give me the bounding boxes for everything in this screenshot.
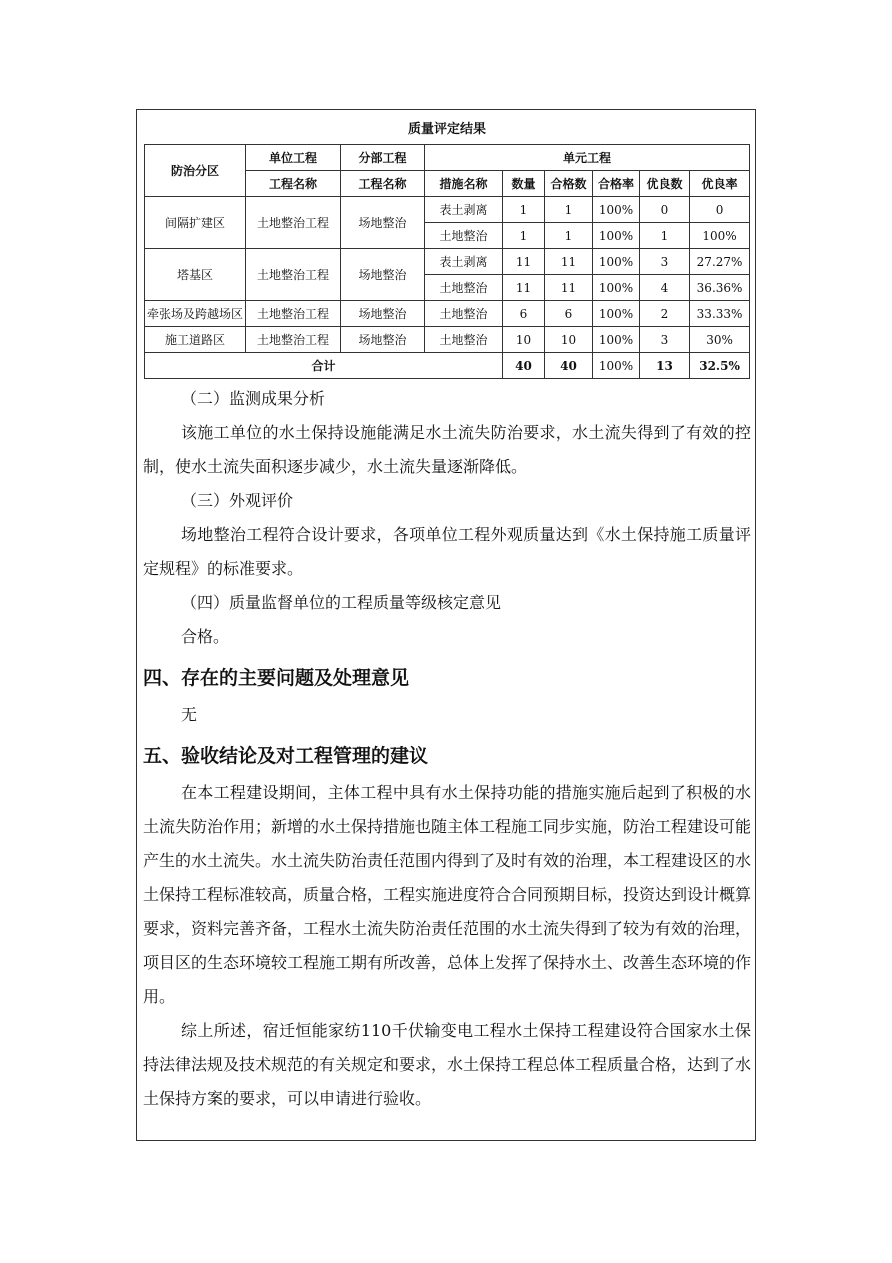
total-qualified: 40 bbox=[545, 353, 593, 379]
cell-qualified: 1 bbox=[545, 223, 593, 249]
header-count: 数量 bbox=[503, 171, 545, 197]
cell-sub: 场地整治 bbox=[341, 249, 425, 301]
cell-excellent: 3 bbox=[640, 327, 690, 353]
cell-qualified: 1 bbox=[545, 197, 593, 223]
cell-region: 塔基区 bbox=[145, 249, 246, 301]
cell-excellent-rate: 0 bbox=[690, 197, 750, 223]
cell-unit: 土地整治工程 bbox=[246, 197, 341, 249]
total-label: 合计 bbox=[145, 353, 503, 379]
problems-paragraph: 无 bbox=[181, 705, 198, 724]
cell-sub: 场地整治 bbox=[341, 301, 425, 327]
cell-pass-rate: 100% bbox=[593, 249, 640, 275]
header-qualified: 合格数 bbox=[545, 171, 593, 197]
cell-pass-rate: 100% bbox=[593, 327, 640, 353]
header-excellent: 优良数 bbox=[640, 171, 690, 197]
header-element-project: 单元工程 bbox=[425, 145, 750, 171]
header-unit-project: 单位工程 bbox=[246, 145, 341, 171]
cell-measure: 土地整治 bbox=[425, 223, 503, 249]
cell-excellent: 1 bbox=[640, 223, 690, 249]
header-project-name: 工程名称 bbox=[246, 171, 341, 197]
cell-measure: 土地整治 bbox=[425, 327, 503, 353]
cell-measure: 土地整治 bbox=[425, 275, 503, 301]
cell-measure: 土地整治 bbox=[425, 301, 503, 327]
cell-region: 间隔扩建区 bbox=[145, 197, 246, 249]
total-excellent: 13 bbox=[640, 353, 690, 379]
cell-count: 1 bbox=[503, 223, 545, 249]
document-body bbox=[143, 382, 751, 1116]
total-row bbox=[145, 353, 750, 379]
cell-count: 11 bbox=[503, 249, 545, 275]
header-pass-rate: 合格率 bbox=[593, 171, 640, 197]
cell-excellent: 2 bbox=[640, 301, 690, 327]
cell-excellent-rate: 33.33% bbox=[690, 301, 750, 327]
cell-excellent: 0 bbox=[640, 197, 690, 223]
table-title: 质量评定结果 bbox=[145, 110, 750, 145]
appearance-paragraph: 场地整治工程符合设计要求，各项单位工程外观质量达到《水土保持施工质量评定规程》的标准要求。 bbox=[143, 525, 751, 578]
supervision-title: （四）质量监督单位的工程质量等级核定意见 bbox=[181, 593, 502, 612]
cell-region: 牵张场及跨越场区 bbox=[145, 301, 246, 327]
conclusion-paragraph-2: 综上所述，宿迁恒能家纺110千伏输变电工程水土保持工程建设符合国家水土保持法律法规及技术规范的有关规定和要求，水土保持工程总体工程质量合格，达到了水土保持方案的要求，可以申请进行验收。 bbox=[143, 1021, 752, 1108]
cell-count: 1 bbox=[503, 197, 545, 223]
monitoring-title: （二）监测成果分析 bbox=[181, 389, 326, 408]
cell-qualified: 11 bbox=[545, 275, 593, 301]
cell-excellent-rate: 100% bbox=[690, 223, 750, 249]
table-row bbox=[145, 301, 750, 327]
table-row bbox=[145, 249, 750, 275]
problems-heading: 四、存在的主要问题及处理意见 bbox=[143, 667, 410, 689]
conclusion-heading: 五、验收结论及对工程管理的建议 bbox=[143, 745, 429, 767]
conclusion-paragraph-1: 在本工程建设期间，主体工程中具有水土保持功能的措施实施后起到了积极的水土流失防治作用；新增的水土保持措施也随主体工程施工同步实施，防治工程建设可能产生的水土流失。水土流失防治责任范围内得到了及时有效的治理，本工程建设区的水土保持工程标准较高，质量合格，工程实施进度符合合同预期目标，投资达到设计概算要求，资料完善齐备，工程水土流失防治责任范围的水土流失得到了较为有效的治理，项目区的生态环境较工程施工期有所改善，总体上发挥了保持水土、改善生态环境的作用。 bbox=[143, 783, 752, 1006]
cell-excellent: 4 bbox=[640, 275, 690, 301]
cell-pass-rate: 100% bbox=[593, 301, 640, 327]
cell-pass-rate: 100% bbox=[593, 197, 640, 223]
quality-table bbox=[144, 110, 750, 379]
cell-count: 11 bbox=[503, 275, 545, 301]
supervision-paragraph: 合格。 bbox=[181, 627, 230, 646]
monitoring-paragraph: 该施工单位的水土保持设施能满足水土流失防治要求，水土流失得到了有效的控制，使水土流失面积逐步减少，水土流失量逐渐降低。 bbox=[143, 423, 751, 476]
cell-region: 施工道路区 bbox=[145, 327, 246, 353]
table-row bbox=[145, 327, 750, 353]
header-excellent-rate: 优良率 bbox=[690, 171, 750, 197]
cell-qualified: 10 bbox=[545, 327, 593, 353]
cell-unit: 土地整治工程 bbox=[246, 301, 341, 327]
cell-excellent-rate: 30% bbox=[690, 327, 750, 353]
cell-sub: 场地整治 bbox=[341, 327, 425, 353]
cell-pass-rate: 100% bbox=[593, 223, 640, 249]
cell-pass-rate: 100% bbox=[593, 275, 640, 301]
cell-unit: 土地整治工程 bbox=[246, 249, 341, 301]
cell-excellent: 3 bbox=[640, 249, 690, 275]
total-excellent-rate: 32.5% bbox=[690, 353, 750, 379]
cell-qualified: 6 bbox=[545, 301, 593, 327]
cell-count: 10 bbox=[503, 327, 545, 353]
appearance-title: （三）外观评价 bbox=[181, 491, 294, 510]
total-pass-rate: 100% bbox=[593, 353, 640, 379]
cell-excellent-rate: 36.36% bbox=[690, 275, 750, 301]
cell-measure: 表土剥离 bbox=[425, 197, 503, 223]
cell-unit: 土地整治工程 bbox=[246, 327, 341, 353]
table-row bbox=[145, 197, 750, 223]
header-sub-project: 分部工程 bbox=[341, 145, 425, 171]
header-region: 防治分区 bbox=[145, 145, 246, 197]
cell-sub: 场地整治 bbox=[341, 197, 425, 249]
cell-count: 6 bbox=[503, 301, 545, 327]
cell-qualified: 11 bbox=[545, 249, 593, 275]
header-sub-project-name: 工程名称 bbox=[341, 171, 425, 197]
total-count: 40 bbox=[503, 353, 545, 379]
header-measure-name: 措施名称 bbox=[425, 171, 503, 197]
cell-excellent-rate: 27.27% bbox=[690, 249, 750, 275]
cell-measure: 表土剥离 bbox=[425, 249, 503, 275]
